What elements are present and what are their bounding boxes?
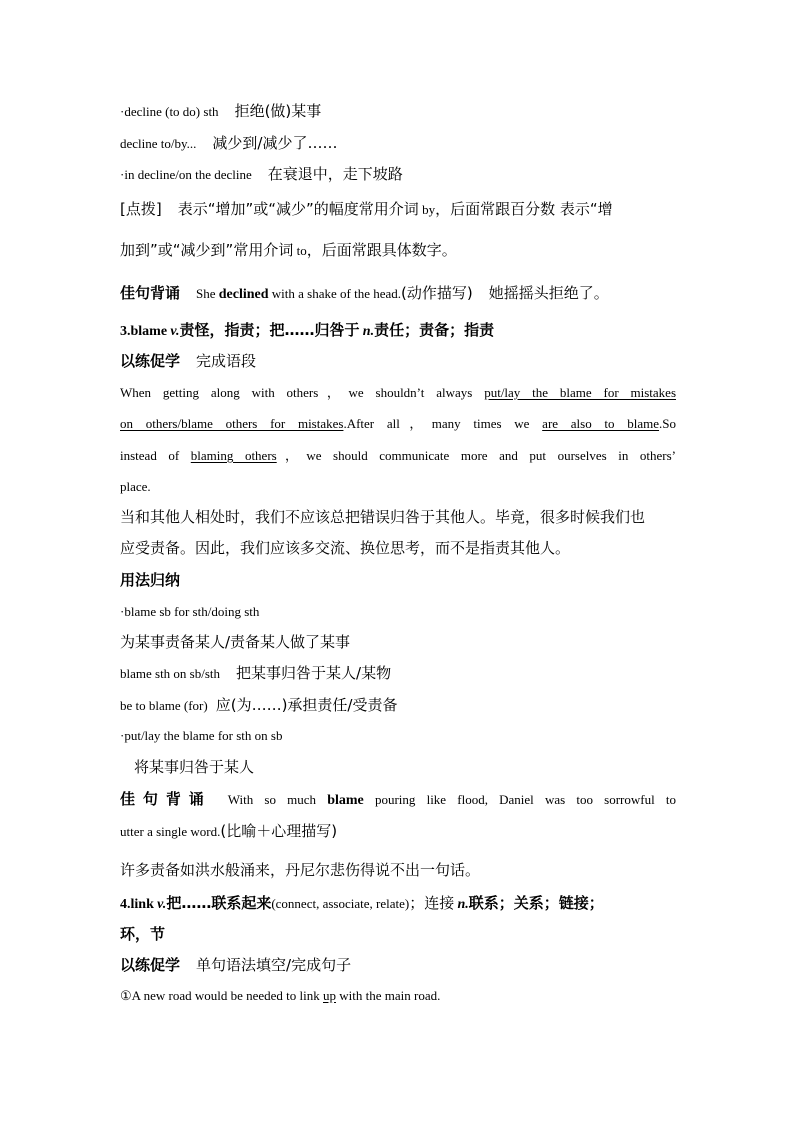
usage-4-en bbox=[120, 727, 676, 745]
section-label: 以练促学 bbox=[120, 956, 181, 974]
phrase-text: ·in decline/on the decline bbox=[120, 167, 252, 182]
entry-number: 4. bbox=[120, 897, 131, 912]
meaning-text: 拒绝(做)某事 bbox=[234, 102, 322, 120]
answer-blank: put/lay the blame for mistakes bbox=[484, 385, 677, 400]
passage-line-2 bbox=[120, 415, 676, 433]
tip-text: 加到”或“减少到”常用介词 bbox=[120, 241, 294, 259]
section-label: 用法归纳 bbox=[120, 571, 181, 589]
entry-definition: ；连接 bbox=[409, 894, 455, 912]
entry-definition: 联系；关系；链接； bbox=[468, 894, 604, 912]
memorize-sentence-blame-translation bbox=[120, 861, 676, 880]
passage-text: When getting along with others，we shouldn’t always bbox=[120, 385, 473, 400]
usage-1-cn bbox=[120, 633, 676, 652]
meaning-text: 在衰退中，走下坡路 bbox=[267, 165, 403, 183]
sentence-translation: 她摇摇头拒绝了。 bbox=[488, 284, 609, 302]
exercise-text: ①A new road would be needed to link bbox=[120, 988, 320, 1003]
entry-word: blame bbox=[130, 324, 168, 339]
sentence-note: (比喻＋心理描写) bbox=[220, 822, 338, 840]
tip-word: to bbox=[296, 243, 307, 258]
keyword-bold: declined bbox=[218, 287, 269, 302]
usage-2 bbox=[120, 664, 676, 683]
part-of-speech: n. bbox=[362, 324, 375, 339]
usage-3 bbox=[120, 696, 676, 715]
entry-number: 3. bbox=[120, 324, 131, 339]
translation-text: 当和其他人相处时，我们不应该总把错误归咎于其他人。毕竟，很多时候我们也 bbox=[120, 508, 646, 526]
memorize-sentence-decline bbox=[120, 284, 676, 304]
meaning-text: 为某事责备某人/责备某人做了某事 bbox=[120, 633, 351, 651]
tip-text: 表示“增加”或“减少”的幅度常用介词 bbox=[177, 200, 419, 218]
part-of-speech: v. bbox=[170, 324, 180, 339]
meaning-text: 把某事归咎于某人/某物 bbox=[236, 664, 392, 682]
section-label: 佳句背诵 bbox=[120, 790, 212, 808]
task-name: 单句语法填空/完成句子 bbox=[196, 956, 352, 974]
practice-heading-link bbox=[120, 956, 676, 975]
phrase-text: ·blame sb for sth/doing sth bbox=[120, 604, 260, 619]
usage-1-en bbox=[120, 603, 676, 621]
memorize-sentence-blame-2 bbox=[120, 822, 676, 841]
meaning-text: 将某事归咎于某人 bbox=[134, 758, 255, 776]
passage-text: ，we should communicate more and put ourselves in others’ bbox=[276, 448, 677, 463]
sentence-text: utter a single word. bbox=[120, 824, 221, 839]
entry-heading-blame bbox=[120, 321, 676, 341]
answer-blank: up bbox=[323, 988, 336, 1003]
entry-word: link bbox=[130, 897, 154, 912]
tip-word: by bbox=[422, 202, 436, 217]
usage-heading bbox=[120, 571, 676, 590]
passage-line-3 bbox=[120, 447, 676, 465]
passage-text: instead of bbox=[120, 448, 180, 463]
passage-line-1 bbox=[120, 384, 676, 402]
meaning-text: 应(为……)承担责任/受责备 bbox=[215, 696, 398, 714]
tip-line-1 bbox=[120, 200, 676, 219]
part-of-speech: v. bbox=[157, 897, 167, 912]
sentence-text: With so much bbox=[227, 792, 317, 807]
passage-text: .So bbox=[659, 416, 677, 431]
passage-line-4 bbox=[120, 478, 676, 496]
phrase-text: blame sth on sb/sth bbox=[120, 666, 221, 681]
sentence-note: (动作描写) bbox=[401, 284, 473, 302]
memorize-sentence-blame-1 bbox=[120, 790, 676, 810]
entry-definition: 环，节 bbox=[120, 925, 166, 943]
sentence-translation: 许多责备如洪水般涌来，丹尼尔悲伤得说不出一句话。 bbox=[120, 861, 481, 879]
decline-usage-2 bbox=[120, 134, 676, 153]
sentence-text: pouring like flood, Daniel was too sorrowful to bbox=[374, 792, 676, 807]
phrase-text: ·decline (to do) sth bbox=[120, 104, 219, 119]
passage-text: .After all，many times we bbox=[343, 416, 530, 431]
sentence-text: with a shake of the head. bbox=[271, 286, 402, 301]
practice-heading-blame bbox=[120, 352, 676, 371]
entry-definition: 把……联系起来 bbox=[166, 894, 272, 912]
exercise-1 bbox=[120, 987, 676, 1005]
keyword-bold: blame bbox=[327, 793, 364, 808]
translation-text: 应受责备。因此，我们应该多交流、换位思考，而不是指责其他人。 bbox=[120, 539, 571, 557]
answer-blank: on others/blame others for mistakes bbox=[120, 416, 344, 431]
tip-tag: [点拨] bbox=[120, 200, 162, 218]
synonyms-text: (connect, associate, relate) bbox=[271, 896, 410, 911]
phrase-text: ·put/lay the blame for sth on sb bbox=[120, 728, 283, 743]
answer-blank: are also to blame bbox=[542, 416, 660, 431]
phrase-text: be to blame (for) bbox=[120, 698, 208, 713]
passage-text: place. bbox=[120, 479, 151, 494]
entry-heading-link bbox=[120, 894, 676, 914]
phrase-text: decline to/by... bbox=[120, 136, 197, 151]
entry-heading-link-cont bbox=[120, 925, 676, 944]
section-label: 以练促学 bbox=[120, 352, 181, 370]
sentence-text: She bbox=[196, 286, 216, 301]
section-label: 佳句背诵 bbox=[120, 284, 181, 302]
translation-line-1 bbox=[120, 508, 676, 527]
entry-definition: 责怪，指责；把……归咎于 bbox=[179, 321, 360, 339]
tip-text: ，后面常跟百分数 表示“增 bbox=[435, 200, 613, 218]
tip-line-2 bbox=[120, 241, 676, 260]
decline-usage-1 bbox=[120, 102, 676, 121]
entry-definition: 责任；责备；指责 bbox=[374, 321, 495, 339]
task-name: 完成语段 bbox=[196, 352, 257, 370]
meaning-text: 减少到/减少了…… bbox=[212, 134, 338, 152]
answer-blank: blaming others bbox=[190, 448, 277, 463]
decline-usage-3 bbox=[120, 165, 676, 184]
translation-line-2 bbox=[120, 539, 676, 558]
part-of-speech: n. bbox=[457, 897, 469, 912]
usage-4-cn bbox=[120, 758, 690, 777]
tip-text: ，后面常跟具体数字。 bbox=[306, 241, 457, 259]
exercise-text: with the main road. bbox=[339, 988, 441, 1003]
